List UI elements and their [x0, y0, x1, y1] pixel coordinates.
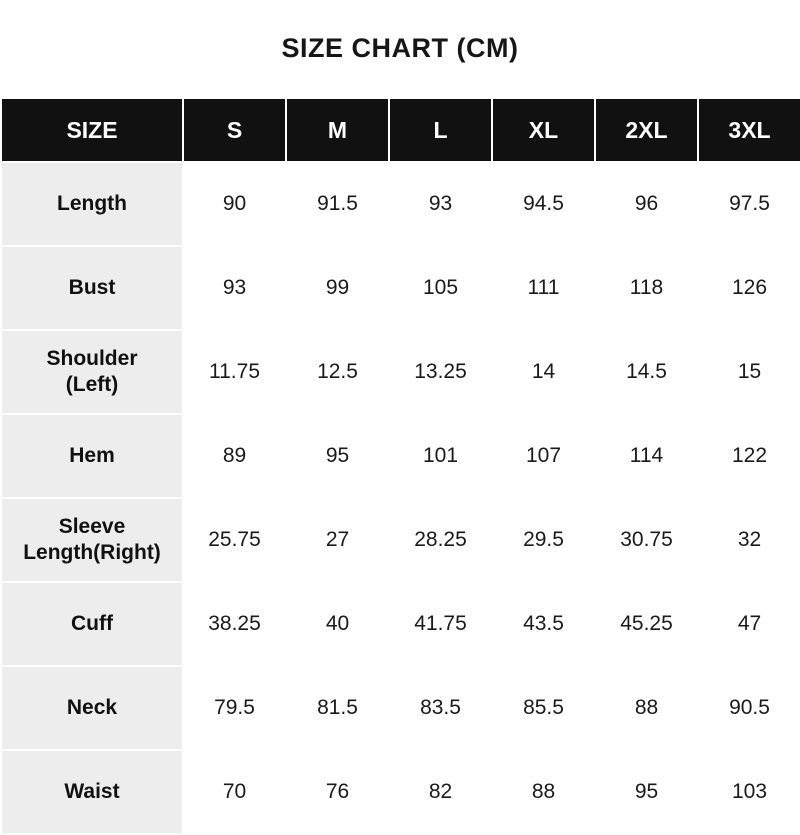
- cell-bust-s: 93: [183, 246, 286, 330]
- cell-hem-xl: 107: [492, 414, 595, 498]
- cell-neck-l: 83.5: [389, 666, 492, 750]
- cell-bust-m: 99: [286, 246, 389, 330]
- cell-length-m: 91.5: [286, 162, 389, 246]
- cell-neck-m: 81.5: [286, 666, 389, 750]
- cell-cuff-m: 40: [286, 582, 389, 666]
- row-label-length: Length: [1, 162, 183, 246]
- cell-length-3xl: 97.5: [698, 162, 800, 246]
- cell-length-s: 90: [183, 162, 286, 246]
- cell-neck-3xl: 90.5: [698, 666, 800, 750]
- cell-hem-s: 89: [183, 414, 286, 498]
- row-label-line-1: Sleeve: [58, 514, 126, 538]
- cell-length-2xl: 96: [595, 162, 698, 246]
- cell-shoulder-3xl: 15: [698, 330, 800, 414]
- table-row: [1, 498, 800, 582]
- cell-neck-2xl: 88: [595, 666, 698, 750]
- row-label-bust: Bust: [1, 246, 183, 330]
- cell-waist-m: 76: [286, 750, 389, 834]
- row-label-line-2: (Left): [65, 373, 119, 396]
- cell-cuff-xl: 43.5: [492, 582, 595, 666]
- row-label-shoulder-left: [1, 330, 183, 414]
- row-label-waist: Waist: [1, 750, 183, 834]
- cell-neck-xl: 85.5: [492, 666, 595, 750]
- cell-cuff-s: 38.25: [183, 582, 286, 666]
- cell-sleeve-2xl: 30.75: [595, 498, 698, 582]
- cell-shoulder-m: 12.5: [286, 330, 389, 414]
- cell-waist-2xl: 95: [595, 750, 698, 834]
- row-label-line-2: Length(Right): [23, 541, 161, 564]
- cell-sleeve-s: 25.75: [183, 498, 286, 582]
- cell-cuff-l: 41.75: [389, 582, 492, 666]
- cell-length-l: 93: [389, 162, 492, 246]
- cell-bust-l: 105: [389, 246, 492, 330]
- cell-waist-l: 82: [389, 750, 492, 834]
- cell-shoulder-l: 13.25: [389, 330, 492, 414]
- table-row: [1, 246, 800, 330]
- column-header-3xl: 3XL: [698, 98, 800, 162]
- column-header-l: L: [389, 98, 492, 162]
- row-label-sleeve-length-right: [1, 498, 183, 582]
- column-header-xl: XL: [492, 98, 595, 162]
- cell-waist-3xl: 103: [698, 750, 800, 834]
- cell-shoulder-2xl: 14.5: [595, 330, 698, 414]
- row-label-cuff: Cuff: [1, 582, 183, 666]
- table-row: [1, 414, 800, 498]
- row-label-line-1: Shoulder: [46, 346, 138, 370]
- cell-sleeve-3xl: 32: [698, 498, 800, 582]
- cell-cuff-2xl: 45.25: [595, 582, 698, 666]
- table-row: [1, 666, 800, 750]
- cell-waist-xl: 88: [492, 750, 595, 834]
- cell-bust-3xl: 126: [698, 246, 800, 330]
- cell-hem-m: 95: [286, 414, 389, 498]
- column-header-size: SIZE: [1, 98, 183, 162]
- table-row: [1, 582, 800, 666]
- cell-cuff-3xl: 47: [698, 582, 800, 666]
- row-label-hem: Hem: [1, 414, 183, 498]
- cell-length-xl: 94.5: [492, 162, 595, 246]
- table-row: [1, 330, 800, 414]
- cell-hem-2xl: 114: [595, 414, 698, 498]
- cell-waist-s: 70: [183, 750, 286, 834]
- table-row: [1, 162, 800, 246]
- cell-shoulder-xl: 14: [492, 330, 595, 414]
- table-row: [1, 750, 800, 834]
- table-header: [1, 98, 800, 162]
- cell-sleeve-m: 27: [286, 498, 389, 582]
- cell-bust-xl: 111: [492, 246, 595, 330]
- header-row: [1, 98, 800, 162]
- cell-neck-s: 79.5: [183, 666, 286, 750]
- table-body: [1, 162, 800, 834]
- column-header-s: S: [183, 98, 286, 162]
- chart-title-bar: [0, 0, 800, 97]
- cell-hem-l: 101: [389, 414, 492, 498]
- cell-shoulder-s: 11.75: [183, 330, 286, 414]
- cell-sleeve-l: 28.25: [389, 498, 492, 582]
- cell-bust-2xl: 118: [595, 246, 698, 330]
- row-label-neck: Neck: [1, 666, 183, 750]
- cell-hem-3xl: 122: [698, 414, 800, 498]
- column-header-2xl: 2XL: [595, 98, 698, 162]
- column-header-m: M: [286, 98, 389, 162]
- cell-sleeve-xl: 29.5: [492, 498, 595, 582]
- size-chart-table: [0, 97, 800, 835]
- page-title: SIZE CHART (CM): [281, 33, 519, 63]
